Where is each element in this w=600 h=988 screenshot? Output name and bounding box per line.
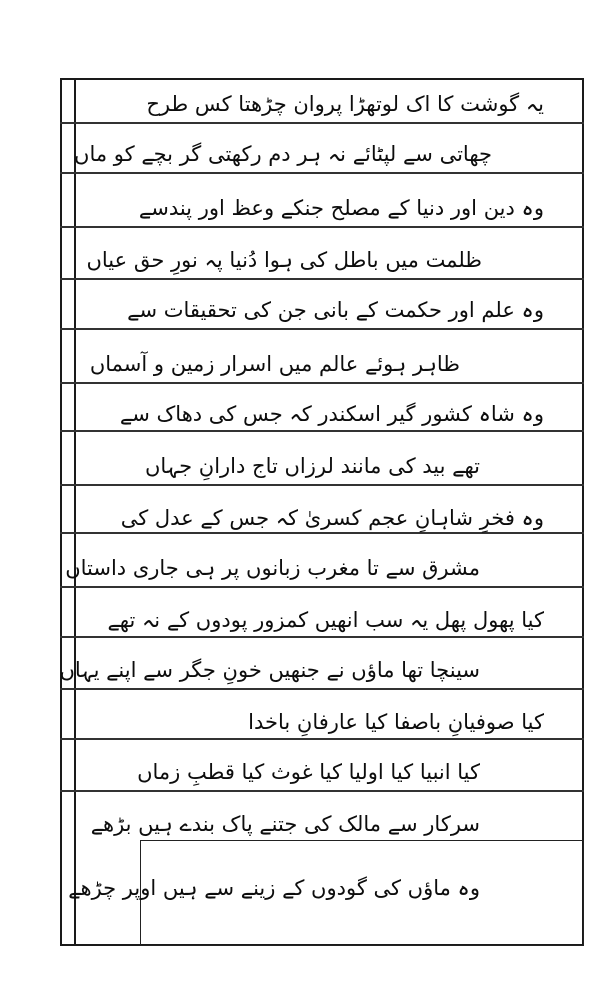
verse-line-5: وہ علم اور حکمت کے بانی جن کی تحقیقات سے (127, 298, 544, 322)
rule-line (60, 532, 584, 534)
rule-line (60, 172, 584, 174)
rule-line (60, 484, 584, 486)
verse-line-6: ظاہر ہوئے عالم میں اسرار زمین و آسماں (89, 352, 460, 376)
rule-line (60, 226, 584, 228)
rule-line (60, 738, 584, 740)
verse-line-11: کیا پھول پھل یہ سب انھیں کمزور پودوں کے نہ تھے (107, 608, 544, 632)
verse-line-10: مشرق سے تا مغرب زبانوں پر ہی جاری داستاں (65, 556, 480, 580)
rule-line (60, 278, 584, 280)
rule-line (60, 688, 584, 690)
rule-line (60, 430, 584, 432)
verse-line-9: وہ فخرِ شاہانِ عجم کسریٰ کہ جس کے عدل کی (120, 506, 544, 530)
verse-line-1: یہ گوشت کا اک لوتھڑا پروان چڑھتا کس طرح (146, 92, 544, 116)
rule-line (60, 790, 584, 792)
verse-line-14: کیا انبیا کیا اولیا کیا غوث کیا قطبِ زماں (137, 760, 480, 784)
rule-line (60, 382, 584, 384)
verse-line-3: وہ دین اور دنیا کے مصلح جنکے وعظ اور پندسے (138, 196, 544, 220)
verse-line-2: چھاتی سے لپٹائے نہ ہر دم رکھتی گر بچے کو ماں (74, 142, 492, 166)
verse-line-16: وہ ماؤں کی گودوں کے زینے سے ہیں اوپر چڑھے (68, 876, 480, 900)
rule-line (60, 636, 584, 638)
verse-line-15: سرکار سے مالک کی جتنے پاک بندے ہیں بڑھے (90, 812, 480, 836)
rule-line (60, 586, 584, 588)
rule-line (60, 122, 584, 124)
verse-line-12: سینچا تھا ماؤں نے جنھیں خونِ جگر سے اپنے یہاں (59, 658, 480, 682)
verse-line-13: کیا صوفیانِ باصفا کیا عارفانِ باخدا (248, 710, 544, 734)
verse-line-7: وہ شاہ کشور گیر اسکندر کہ جس کی دھاک سے (119, 402, 544, 426)
verse-line-8: تھے بید کی مانند لرزاں تاج دارانِ جہاں (145, 454, 480, 478)
verse-line-4: ظلمت میں باطل کی ہوا دُنیا پہ نورِ حق عیاں (86, 248, 482, 272)
rule-line (60, 328, 584, 330)
left-margin-rule (74, 78, 76, 946)
